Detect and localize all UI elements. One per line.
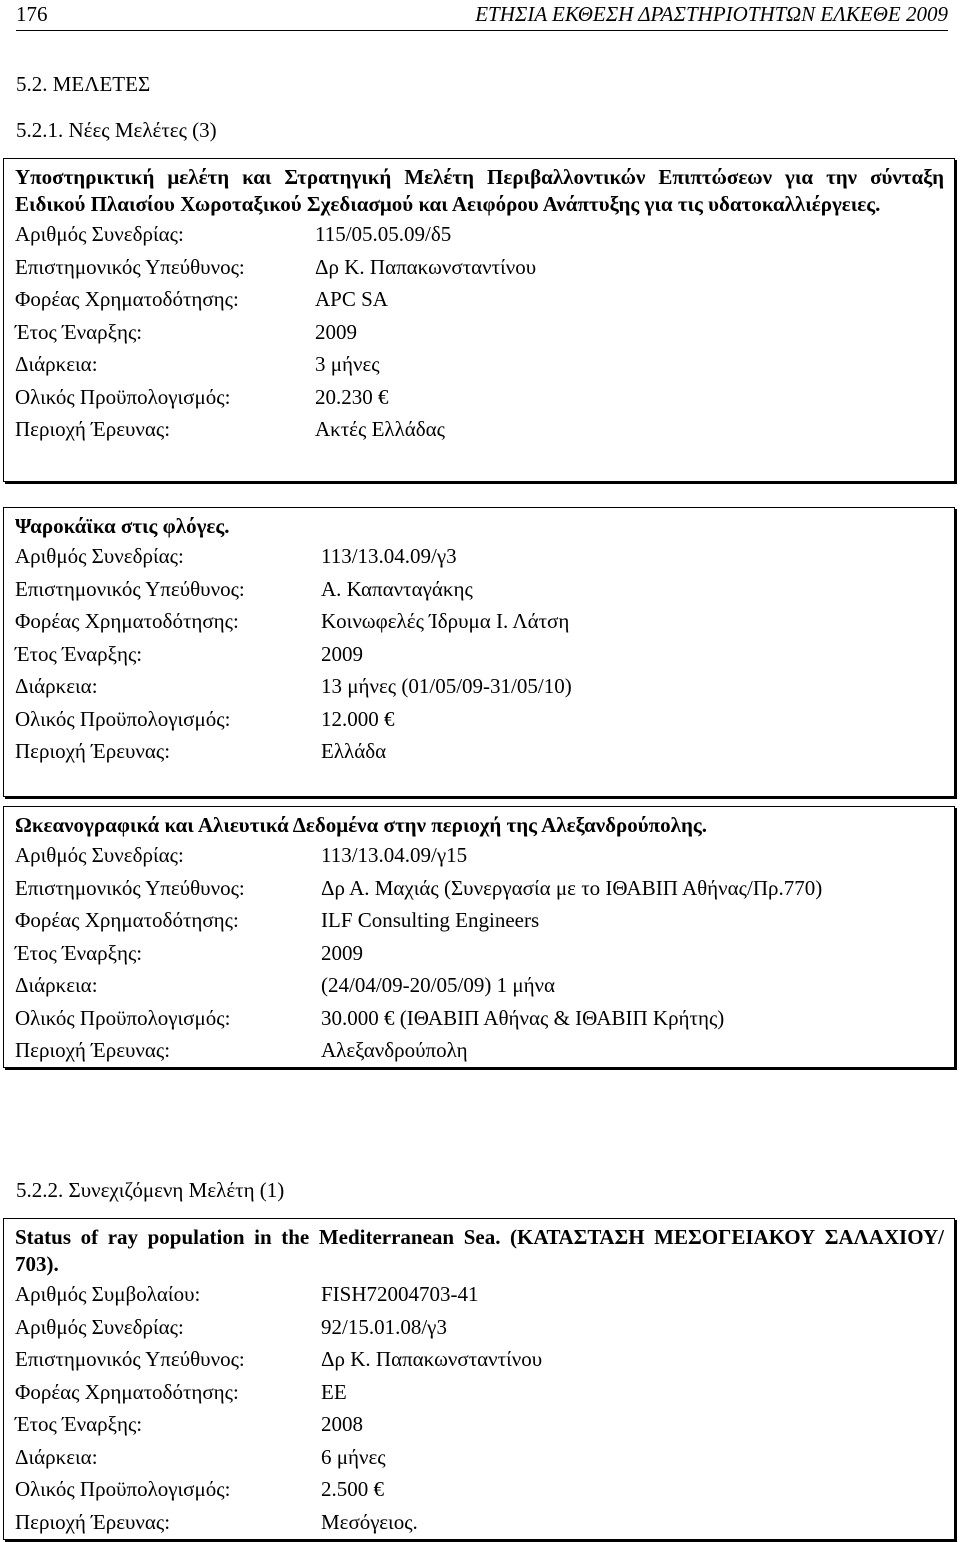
study-card-1 (3, 158, 955, 482)
field-label: Ολικός Προϋπολογισμός: (15, 706, 231, 731)
field-row-area (15, 1034, 944, 1067)
page-number: 176 (16, 2, 48, 26)
field-value: 2008 (321, 1412, 363, 1436)
field-label: Αριθμός Συνεδρίας: (15, 544, 184, 568)
field-value: 2009 (321, 641, 363, 666)
field-label: Διάρκεια: (15, 1444, 98, 1469)
field-label: Αριθμός Συνεδρίας: (15, 1314, 184, 1339)
field-value: 2009 (321, 940, 363, 965)
study-title: Υποστηρικτική μελέτη και Στρατηγική Μελέτη Περιβαλλοντικών Επιπτώσεων για την σύνταξη Ειδικού Πλαισίου Χωροταξικού Σχεδιασμού και Αειφόρου Ανάπτυξης για τις υδατοκαλλιέργειες. (15, 165, 944, 216)
field-row-scientist (15, 573, 944, 606)
field-label: Φορέας Χρηματοδότησης: (15, 1379, 239, 1404)
field-row-duration (15, 670, 944, 703)
field-row-scientist (15, 251, 944, 284)
field-row-start-year (15, 316, 944, 349)
study-title: Status of ray population in the Mediterranean Sea. (ΚΑΤΑΣΤΑΣΗ ΜΕΣΟΓΕΙΑΚΟΥ ΣΑΛΑΧΙΟΥ/ 703). (15, 1225, 944, 1276)
field-row-start-year (15, 638, 944, 671)
field-label: Περιοχή Έρευνας: (15, 417, 171, 441)
field-row-scientist (15, 872, 944, 905)
field-label: Φορέας Χρηματοδότησης: (15, 609, 239, 633)
field-value: ΕΕ (321, 1379, 347, 1404)
field-value: Ελλάδα (321, 739, 387, 763)
field-row-funder (15, 283, 944, 316)
field-value: 92/15.01.08/γ3 (321, 1314, 447, 1339)
field-value: Δρ Κ. Παπακωνσταντίνου (321, 1347, 543, 1371)
field-value: Αλεξανδρούπολη (321, 1038, 468, 1062)
field-label: Περιοχή Έρευνας: (15, 739, 171, 763)
field-label: Περιοχή Έρευνας: (15, 1509, 171, 1534)
field-row-duration (15, 969, 944, 1002)
field-value: 113/13.04.09/γ15 (321, 843, 468, 867)
field-row-session (15, 839, 944, 872)
field-row-funder (15, 605, 944, 638)
field-value: Μεσόγειος. (321, 1509, 418, 1534)
field-row-start-year (15, 1408, 944, 1441)
field-value: 20.230 € (315, 384, 389, 409)
field-value: 115/05.05.09/δ5 (315, 222, 452, 246)
field-label: Διάρκεια: (15, 973, 98, 997)
field-row-contract (15, 1278, 944, 1311)
field-value: Ακτές Ελλάδας (315, 417, 445, 441)
field-value: 13 μήνες (01/05/09-31/05/10) (321, 674, 572, 698)
field-row-budget (15, 703, 944, 736)
field-label: Έτος Έναρξης: (15, 641, 143, 666)
field-row-area (15, 413, 944, 446)
field-row-duration (15, 348, 944, 381)
field-row-session (15, 540, 944, 573)
field-row-funder (15, 1376, 944, 1409)
field-value: (24/04/09-20/05/09) 1 μήνα (321, 973, 556, 997)
field-label: Περιοχή Έρευνας: (15, 1038, 171, 1062)
field-label: Επιστημονικός Υπεύθυνος: (15, 875, 245, 900)
field-row-scientist (15, 1343, 944, 1376)
subsection-new-studies-title: 5.2.1. Νέες Μελέτες (3) (16, 118, 217, 142)
field-value: Α. Καπανταγάκης (321, 576, 473, 601)
study-card-3 (3, 806, 955, 1068)
field-label: Ολικός Προϋπολογισμός: (15, 384, 231, 409)
field-label: Έτος Έναρξης: (15, 940, 143, 965)
field-row-area (15, 1506, 944, 1539)
section-title: 5.2. ΜΕΛΕΤΕΣ (16, 72, 151, 96)
field-value: 12.000 € (321, 706, 395, 731)
study-card-2 (3, 507, 955, 797)
study-title: Ωκεανογραφικά και Αλιευτικά Δεδομένα στην περιοχή της Αλεξανδρούπολης. (15, 813, 708, 837)
field-value: 2009 (315, 319, 357, 344)
field-value: Δρ Α. Μαχιάς (Συνεργασία με το ΙΘΑΒΙΠ Αθήνας/Πρ.770) (321, 875, 823, 900)
study-title: Ψαροκάϊκα στις φλόγες. (15, 514, 230, 538)
field-value: Κοινωφελές Ίδρυμα Ι. Λάτση (321, 609, 570, 633)
field-value: FISH72004703-41 (321, 1282, 479, 1306)
field-label: Αριθμός Συνεδρίας: (15, 843, 184, 867)
field-value: 30.000 € (ΙΘΑΒΙΠ Αθήνας & ΙΘΑΒΙΠ Κρήτης) (321, 1005, 725, 1030)
field-value: 2.500 € (321, 1477, 384, 1501)
field-row-session (15, 218, 944, 251)
field-label: Αριθμός Συμβολαίου: (15, 1282, 201, 1306)
field-row-budget (15, 1473, 944, 1506)
field-label: Ολικός Προϋπολογισμός: (15, 1005, 231, 1030)
field-label: Φορέας Χρηματοδότησης: (15, 908, 239, 932)
field-label: Διάρκεια: (15, 352, 98, 376)
field-value: Δρ Κ. Παπακωνσταντίνου (315, 254, 537, 279)
field-label: Έτος Έναρξης: (15, 1412, 143, 1436)
field-label: Επιστημονικός Υπεύθυνος: (15, 576, 245, 601)
field-label: Επιστημονικός Υπεύθυνος: (15, 1347, 245, 1371)
field-label: Ολικός Προϋπολογισμός: (15, 1477, 231, 1501)
field-value: APC SA (315, 287, 388, 311)
page-header (16, 0, 948, 31)
field-label: Επιστημονικός Υπεύθυνος: (15, 254, 245, 279)
field-value: ILF Consulting Engineers (321, 908, 540, 932)
field-row-funder (15, 904, 944, 937)
field-row-start-year (15, 937, 944, 970)
field-label: Έτος Έναρξης: (15, 319, 143, 344)
subsection-ongoing-study-title: 5.2.2. Συνεχιζόμενη Μελέτη (1) (16, 1178, 285, 1202)
field-row-area (15, 735, 944, 768)
field-value: 6 μήνες (321, 1444, 386, 1469)
field-row-session (15, 1311, 944, 1344)
field-row-duration (15, 1441, 944, 1474)
field-label: Φορέας Χρηματοδότησης: (15, 287, 239, 311)
field-value: 113/13.04.09/γ3 (321, 544, 457, 568)
field-row-budget (15, 381, 944, 414)
study-card-4 (3, 1218, 955, 1540)
field-label: Αριθμός Συνεδρίας: (15, 222, 184, 246)
field-value: 3 μήνες (315, 352, 380, 376)
field-label: Διάρκεια: (15, 674, 98, 698)
field-row-budget (15, 1002, 944, 1035)
running-title: ΕΤΗΣΙΑ ΕΚΘΕΣΗ ΔΡΑΣΤΗΡΙΟΤΗΤΩΝ ΕΛΚΕΘΕ 2009 (475, 2, 948, 26)
